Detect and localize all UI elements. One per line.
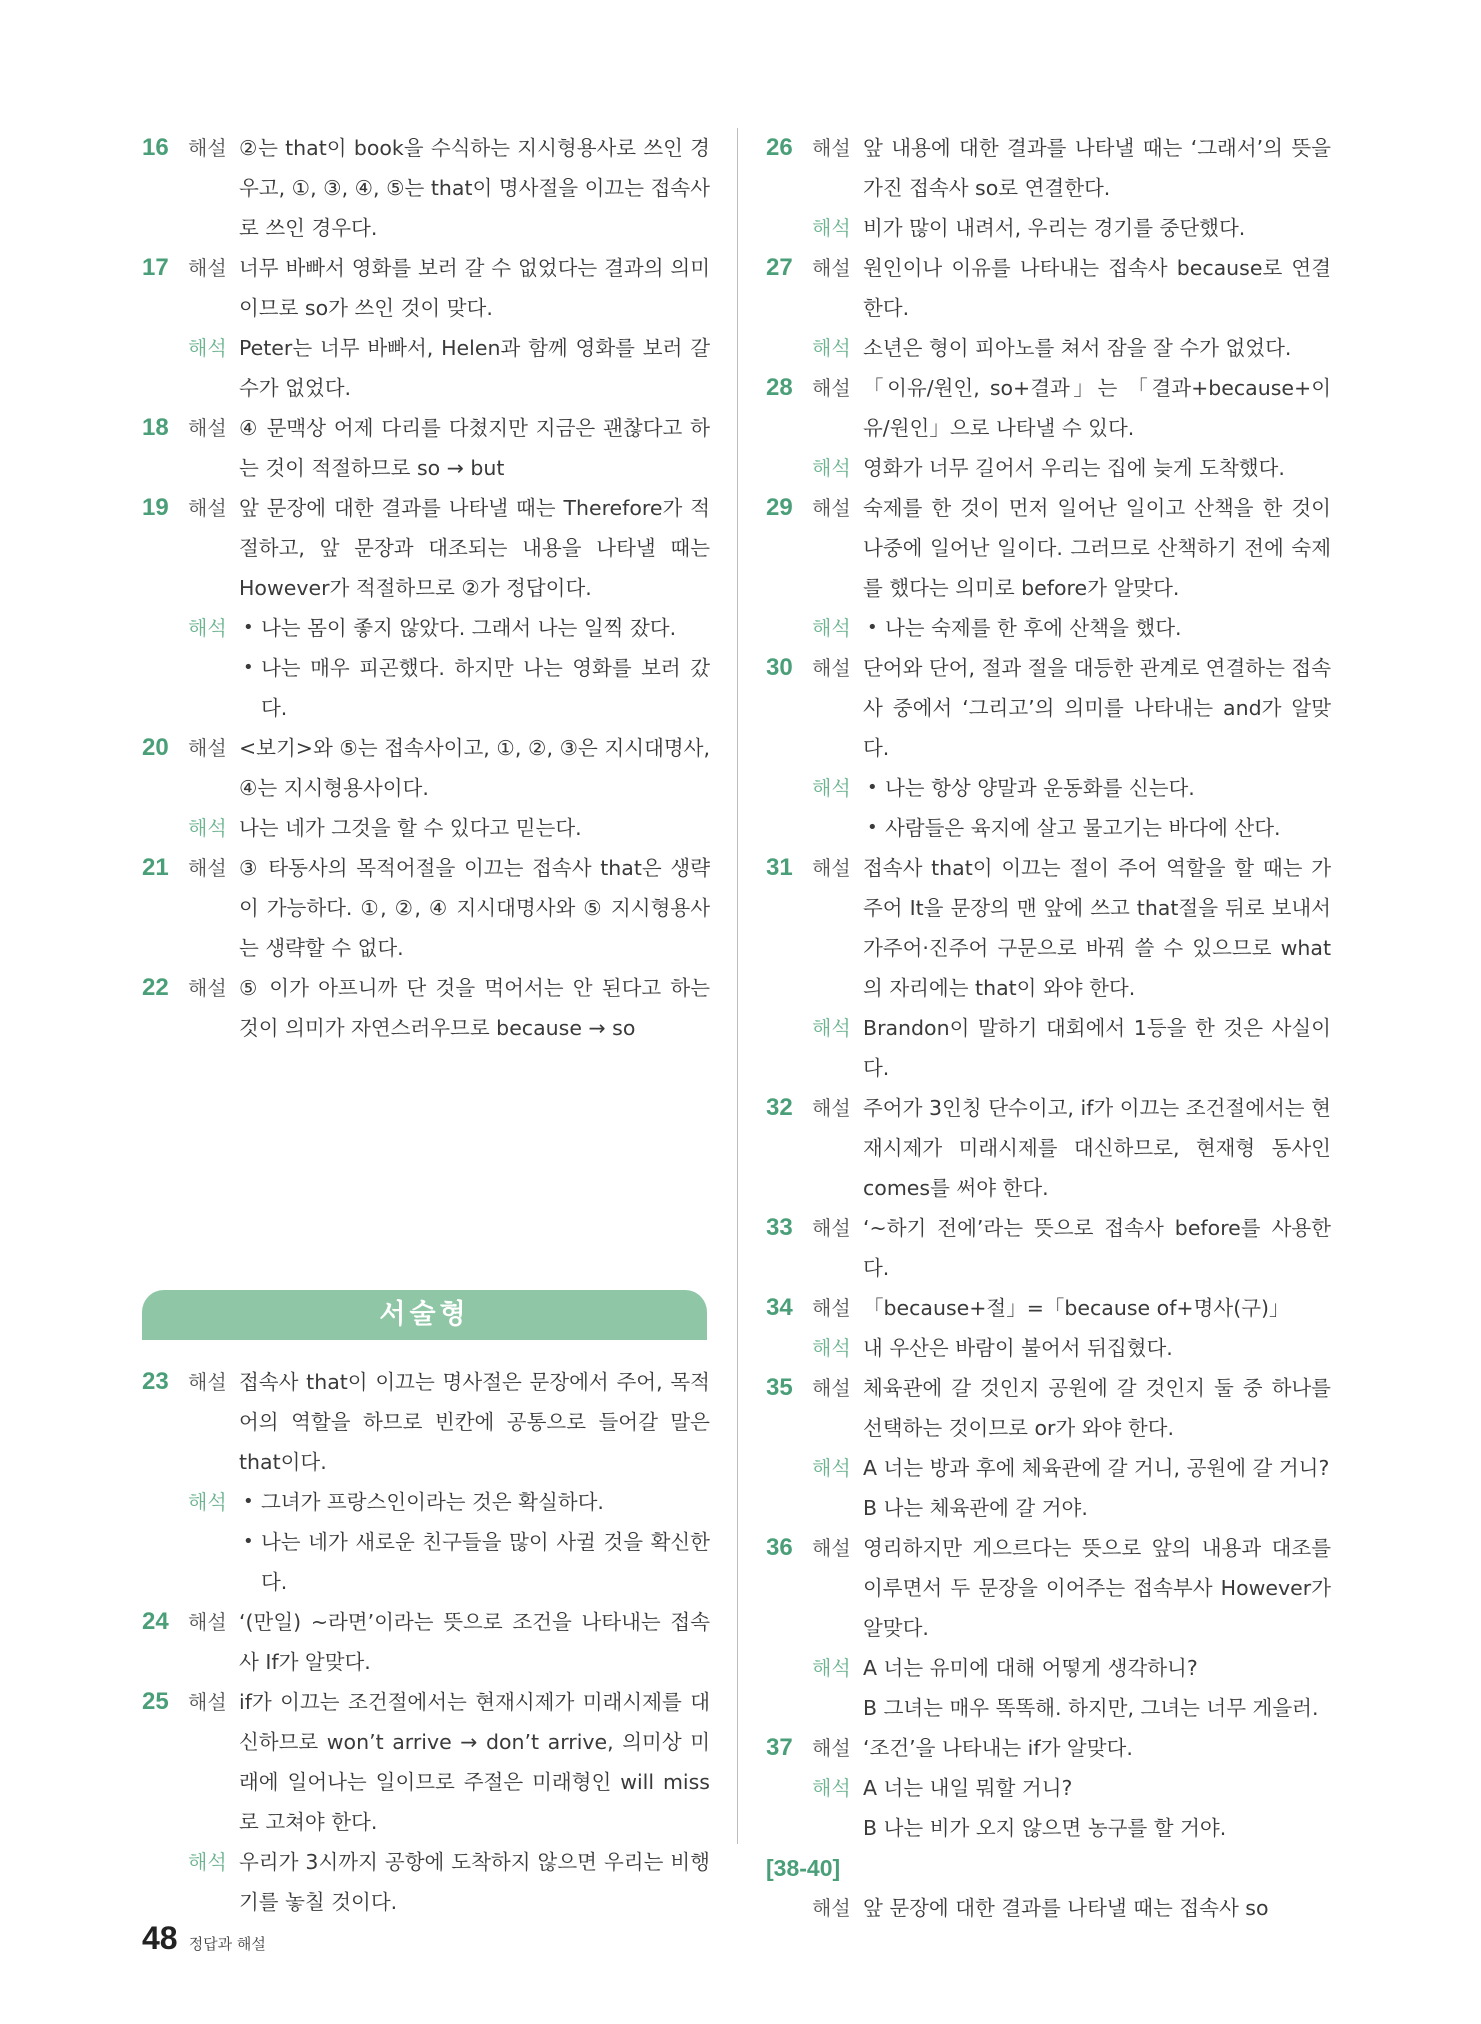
translation-label: 해석 [812, 1336, 851, 1360]
right-column [766, 128, 1331, 1928]
question-number: 25 [142, 1688, 169, 1715]
translation-bullet: • 나는 몸이 좋지 않았다. 그래서 나는 일찍 잤다. [239, 608, 710, 648]
explanation-label: 해설 [188, 1370, 227, 1394]
explanation-text: ④ 문맥상 어제 다리를 다쳤지만 지금은 괜찮다고 하는 것이 적절하므로 so → but [239, 416, 710, 480]
page-number: 48 [142, 1920, 178, 1956]
translation-label: 해석 [188, 1490, 227, 1514]
translation-label: 해석 [812, 1776, 851, 1800]
answer-24 [142, 1602, 710, 1682]
explanation-label: 해설 [812, 496, 851, 520]
explanation-label: 해설 [812, 1216, 851, 1240]
translation-text: 소년은 형이 피아노를 쳐서 잠을 잘 수가 없었다. [863, 336, 1292, 360]
explanation-label: 해설 [812, 376, 851, 400]
question-number: 20 [142, 734, 169, 761]
explanation-text: 단어와 단어, 절과 절을 대등한 관계로 연결하는 접속사 중에서 ‘그리고’의 의미를 나타내는 and가 알맞다. [863, 656, 1331, 760]
answer-33 [766, 1208, 1331, 1288]
answer-26 [766, 128, 1331, 208]
section-banner: 서술형 [142, 1290, 707, 1340]
translation-20 [142, 808, 710, 848]
explanation-label: 해설 [188, 136, 227, 160]
translation-label: 해석 [812, 616, 851, 640]
translation-23 [142, 1482, 710, 1602]
explanation-label: 해설 [812, 1896, 851, 1920]
translation-label: 해석 [188, 1850, 227, 1874]
question-number: 28 [766, 374, 793, 401]
explanation-text: 너무 바빠서 영화를 보러 갈 수 없었다는 결과의 의미이므로 so가 쓰인 것이 맞다. [239, 256, 710, 320]
explanation-label: 해설 [188, 856, 227, 880]
answer-21 [142, 848, 710, 968]
translation-label: 해석 [812, 1456, 851, 1480]
translation-35 [766, 1448, 1331, 1528]
question-number: 29 [766, 494, 793, 521]
explanation-label: 해설 [812, 856, 851, 880]
page-footer [142, 1920, 266, 1957]
dialogue-line-b: B 그녀는 매우 똑똑해. 하지만, 그녀는 너무 게을러. [863, 1696, 1319, 1720]
translation-30 [766, 768, 1331, 848]
explanation-text: <보기>와 ⑤는 접속사이고, ①, ②, ③은 지시대명사, ④는 지시형용사이다. [239, 736, 710, 800]
question-number: 24 [142, 1608, 169, 1635]
translation-31 [766, 1008, 1331, 1088]
question-number: 37 [766, 1734, 793, 1761]
translation-26 [766, 208, 1331, 248]
answer-32 [766, 1088, 1331, 1208]
dialogue-line-a: A 너는 내일 뭐할 거니? [863, 1776, 1073, 1800]
explanation-label: 해설 [188, 1690, 227, 1714]
explanation-label: 해설 [812, 136, 851, 160]
explanation-text: ⑤ 이가 아프니까 단 것을 먹어서는 안 된다고 하는 것이 의미가 자연스러우므로 because → so [239, 976, 710, 1040]
explanation-text: 원인이나 이유를 나타내는 접속사 because로 연결한다. [863, 256, 1331, 320]
question-number: 21 [142, 854, 169, 881]
question-number: 26 [766, 134, 793, 161]
explanation-text: 체육관에 갈 것인지 공원에 갈 것인지 둘 중 하나를 선택하는 것이므로 or가 와야 한다. [863, 1376, 1331, 1440]
left-column [142, 128, 710, 1922]
column-divider [737, 128, 738, 1844]
translation-bullet: • 사람들은 육지에 살고 물고기는 바다에 산다. [863, 808, 1331, 848]
explanation-text: 앞 문장에 대한 결과를 나타낼 때는 접속사 so [863, 1896, 1269, 1920]
explanation-text: ②는 that이 book을 수식하는 지시형용사로 쓰인 경우고, ①, ③, ④, ⑤는 that이 명사절을 이끄는 접속사로 쓰인 경우다. [239, 136, 710, 240]
question-number: 30 [766, 654, 793, 681]
explanation-text: 「because+절」=「because of+명사(구)」 [863, 1296, 1290, 1320]
answer-17 [142, 248, 710, 328]
question-number: 22 [142, 974, 169, 1001]
explanation-text: ‘(만일) ~라면’이라는 뜻으로 조건을 나타내는 접속사 If가 알맞다. [239, 1610, 710, 1674]
answer-30 [766, 648, 1331, 768]
explanation-text: 접속사 that이 이끄는 절이 주어 역할을 할 때는 가주어 It을 문장의 맨 앞에 쓰고 that절을 뒤로 보내서 가주어·진주어 구문으로 바꿔 쓸 수 있으므로 what의 자리에는 that이 와야 한다. [863, 856, 1331, 1000]
translation-19 [142, 608, 710, 728]
explanation-label: 해설 [188, 976, 227, 1000]
translation-bullet: • 나는 숙제를 한 후에 산책을 했다. [863, 608, 1331, 648]
answer-34 [766, 1288, 1331, 1328]
question-range-label: [38-40] [766, 1855, 841, 1881]
explanation-label: 해설 [188, 496, 227, 520]
translation-label: 해석 [188, 816, 227, 840]
question-number: 36 [766, 1534, 793, 1561]
explanation-label: 해설 [188, 416, 227, 440]
answer-19 [142, 488, 710, 608]
translation-bullet: • 나는 네가 새로운 친구들을 많이 사귈 것을 확신한다. [239, 1522, 710, 1602]
answer-31 [766, 848, 1331, 1008]
translation-text: Brandon이 말하기 대회에서 1등을 한 것은 사실이다. [863, 1016, 1331, 1080]
answer-16 [142, 128, 710, 248]
translation-bullet: • 나는 항상 양말과 운동화를 신는다. [863, 768, 1331, 808]
answer-29 [766, 488, 1331, 608]
translation-25 [142, 1842, 710, 1922]
translation-text: 비가 많이 내려서, 우리는 경기를 중단했다. [863, 216, 1246, 240]
explanation-label: 해설 [188, 736, 227, 760]
explanation-text: if가 이끄는 조건절에서는 현재시제가 미래시제를 대신하므로 won’t arrive → don’t arrive, 의미상 미래에 일어나는 일이므로 주절은 미래형인 will miss로 고쳐야 한다. [239, 1690, 710, 1834]
answer-37 [766, 1728, 1331, 1768]
dialogue-line-b: B 나는 비가 오지 않으면 농구를 할 거야. [863, 1816, 1227, 1840]
answer-35 [766, 1368, 1331, 1448]
dialogue-line-a: A 너는 유미에 대해 어떻게 생각하니? [863, 1656, 1198, 1680]
answer-27 [766, 248, 1331, 328]
dialogue-line-b: B 나는 체육관에 갈 거야. [863, 1496, 1088, 1520]
explanation-label: 해설 [188, 1610, 227, 1634]
explanation-label: 해설 [188, 256, 227, 280]
translation-text: 우리가 3시까지 공항에 도착하지 않으면 우리는 비행기를 놓칠 것이다. [239, 1850, 710, 1914]
translation-37 [766, 1768, 1331, 1848]
explanation-text: 숙제를 한 것이 먼저 일어난 일이고 산책을 한 것이 나중에 일어난 일이다. 그러므로 산책하기 전에 숙제를 했다는 의미로 before가 알맞다. [863, 496, 1331, 600]
explanation-label: 해설 [812, 1296, 851, 1320]
translation-text: 내 우산은 바람이 불어서 뒤집혔다. [863, 1336, 1173, 1360]
translation-34 [766, 1328, 1331, 1368]
question-number: 18 [142, 414, 169, 441]
translation-label: 해석 [812, 1016, 851, 1040]
answer-36 [766, 1528, 1331, 1648]
translation-label: 해석 [812, 456, 851, 480]
question-number: 16 [142, 134, 169, 161]
answer-25 [142, 1682, 710, 1842]
question-number: 23 [142, 1368, 169, 1395]
translation-label: 해석 [812, 336, 851, 360]
answer-38-40 [766, 1888, 1331, 1928]
dialogue-line-a: A 너는 방과 후에 체육관에 갈 거니, 공원에 갈 거니? [863, 1456, 1330, 1480]
explanation-label: 해설 [812, 1376, 851, 1400]
question-number: 17 [142, 254, 169, 281]
translation-label: 해석 [812, 216, 851, 240]
translation-17 [142, 328, 710, 408]
translation-27 [766, 328, 1331, 368]
translation-label: 해석 [812, 1656, 851, 1680]
question-number: 19 [142, 494, 169, 521]
answer-23 [142, 1362, 710, 1482]
explanation-text: 앞 내용에 대한 결과를 나타낼 때는 ‘그래서’의 뜻을 가진 접속사 so로 연결한다. [863, 136, 1331, 200]
translation-text: 나는 네가 그것을 할 수 있다고 믿는다. [239, 816, 582, 840]
translation-29 [766, 608, 1331, 648]
explanation-label: 해설 [812, 656, 851, 680]
question-number: 32 [766, 1094, 793, 1121]
question-number: 31 [766, 854, 793, 881]
explanation-label: 해설 [812, 1536, 851, 1560]
translation-36 [766, 1648, 1331, 1728]
answer-20 [142, 728, 710, 808]
explanation-text: ③ 타동사의 목적어절을 이끄는 접속사 that은 생략이 가능하다. ①, ②, ④ 지시대명사와 ⑤ 지시형용사는 생략할 수 없다. [239, 856, 710, 960]
translation-text: 영화가 너무 길어서 우리는 집에 늦게 도착했다. [863, 456, 1285, 480]
explanation-label: 해설 [812, 256, 851, 280]
answer-28 [766, 368, 1331, 448]
explanation-text: 영리하지만 게으르다는 뜻으로 앞의 내용과 대조를 이루면서 두 문장을 이어주는 접속부사 However가 알맞다. [863, 1536, 1331, 1640]
translation-bullet: • 그녀가 프랑스인이라는 것은 확실하다. [239, 1482, 710, 1522]
explanation-label: 해설 [812, 1096, 851, 1120]
question-number: 34 [766, 1294, 793, 1321]
answer-22 [142, 968, 710, 1048]
explanation-text: 앞 문장에 대한 결과를 나타낼 때는 Therefore가 적절하고, 앞 문장과 대조되는 내용을 나타낼 때는 However가 적절하므로 ②가 정답이다. [239, 496, 710, 600]
question-number: 33 [766, 1214, 793, 1241]
explanation-label: 해설 [812, 1736, 851, 1760]
explanation-text: ‘조건’을 나타내는 if가 알맞다. [863, 1736, 1133, 1760]
question-number: 27 [766, 254, 793, 281]
footer-title: 정답과 해설 [188, 1935, 266, 1953]
translation-label: 해석 [188, 616, 227, 640]
translation-label: 해석 [812, 776, 851, 800]
translation-bullet: • 나는 매우 피곤했다. 하지만 나는 영화를 보러 갔다. [239, 648, 710, 728]
answer-18 [142, 408, 710, 488]
question-number: 35 [766, 1374, 793, 1401]
translation-label: 해석 [188, 336, 227, 360]
explanation-text: 접속사 that이 이끄는 명사절은 문장에서 주어, 목적어의 역할을 하므로 빈칸에 공통으로 들어갈 말은 that이다. [239, 1370, 710, 1474]
translation-text: Peter는 너무 바빠서, Helen과 함께 영화를 보러 갈 수가 없었다. [239, 336, 710, 400]
explanation-text: ‘~하기 전에’라는 뜻으로 접속사 before를 사용한다. [863, 1216, 1331, 1280]
explanation-text: 「이유/원인, so+결과」는 「결과+because+이유/원인」으로 나타낼 수 있다. [863, 376, 1331, 440]
explanation-text: 주어가 3인칭 단수이고, if가 이끄는 조건절에서는 현재시제가 미래시제를 대신하므로, 현재형 동사인 comes를 써야 한다. [863, 1096, 1331, 1200]
translation-28 [766, 448, 1331, 488]
